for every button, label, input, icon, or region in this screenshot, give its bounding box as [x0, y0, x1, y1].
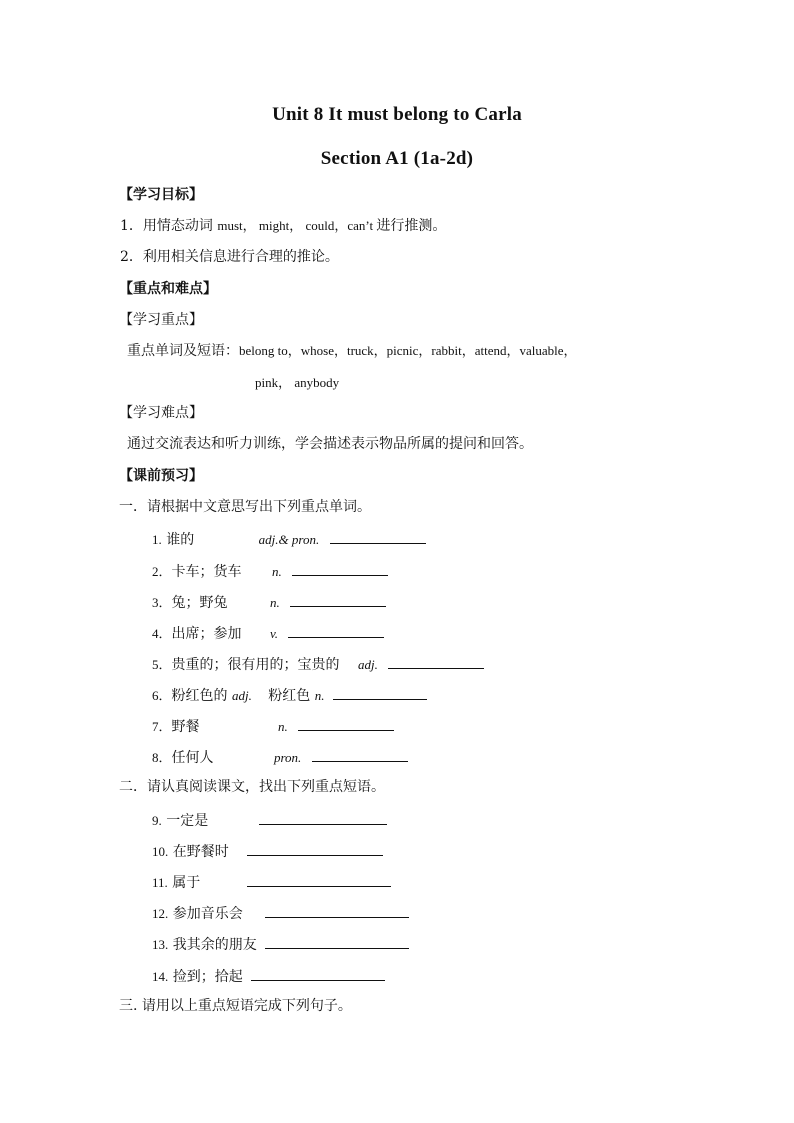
vocab-item-chinese-2: 粉红色	[268, 688, 311, 704]
vocab-item-pos-2: n.	[314, 688, 325, 703]
section-title: Section A1 (1a-2d)	[320, 148, 474, 169]
vocab-item-number: 6．	[152, 688, 172, 703]
key-difficult-heading: 【重点和难点】	[119, 281, 217, 297]
objectives-heading: 【学习目标】	[119, 187, 203, 203]
answer-blank[interactable]	[298, 716, 394, 731]
vocab-item-chinese: 兔；野兔	[171, 595, 228, 611]
answer-blank[interactable]	[290, 592, 386, 607]
phrase-item-number: 13.	[152, 937, 169, 952]
phrase-item-11	[152, 872, 391, 892]
vocab-item-chinese: 谁的	[166, 532, 195, 548]
answer-blank[interactable]	[247, 872, 391, 887]
phrase-item-13	[152, 934, 409, 954]
vocab-item-chinese: 野餐	[171, 719, 200, 735]
answer-blank[interactable]	[330, 529, 426, 544]
vocab-item-3	[152, 592, 386, 612]
objective-item-2: 2．利用相关信息进行合理的推论。	[120, 249, 339, 265]
vocab-item-pos: adj.	[231, 688, 252, 703]
vocab-item-6	[152, 685, 427, 705]
part-one-title: 一．请根据中文意思写出下列重点单词。	[119, 499, 371, 515]
difficulty-text: 通过交流表达和听力训练，学会描述表示物品所属的提问和回答。	[127, 436, 533, 452]
phrase-item-10	[152, 841, 383, 861]
vocab-item-pos: n.	[277, 719, 288, 734]
answer-blank[interactable]	[312, 747, 408, 762]
phrase-item-14	[152, 966, 385, 986]
phrase-item-chinese: 参加音乐会	[172, 906, 243, 922]
vocab-item-1	[152, 529, 426, 549]
answer-blank[interactable]	[333, 685, 427, 700]
objective-1-suffix: 进行推测。	[376, 218, 447, 234]
vocab-item-chinese: 卡车；货车	[171, 564, 242, 580]
objective-1-number: 1．	[120, 218, 143, 234]
vocab-item-5	[152, 654, 484, 674]
phrase-item-number: 12.	[152, 906, 169, 921]
difficulty-heading: 【学习难点】	[119, 405, 203, 421]
vocab-item-number: 8．	[152, 750, 172, 765]
key-vocab-label: 重点单词及短语：	[127, 343, 239, 359]
key-vocab-line-1	[127, 342, 577, 360]
phrase-item-9	[152, 810, 387, 830]
answer-blank[interactable]	[259, 810, 387, 825]
answer-blank[interactable]	[247, 841, 383, 856]
phrase-item-chinese: 我其余的朋友	[172, 937, 257, 953]
vocab-item-pos: pron.	[273, 750, 302, 765]
vocab-item-chinese: 粉红色的	[171, 688, 228, 704]
key-vocab-line-2: pink， anybody	[255, 375, 340, 390]
vocab-item-7	[152, 716, 394, 736]
vocab-item-chinese: 出席；参加	[171, 626, 242, 642]
vocab-item-chinese: 任何人	[171, 750, 214, 766]
vocab-item-pos: n.	[271, 564, 282, 579]
objective-1-modal-verbs: must， might， could，can’t	[217, 218, 377, 233]
vocab-item-number: 7．	[152, 719, 172, 734]
key-points-heading: 【学习重点】	[119, 312, 203, 328]
vocab-item-pos: adj.	[357, 657, 378, 672]
phrase-item-number: 11.	[152, 875, 168, 890]
preview-heading: 【课前预习】	[119, 468, 203, 484]
phrase-item-12	[152, 903, 409, 923]
answer-blank[interactable]	[288, 623, 384, 638]
phrase-item-number: 10.	[152, 844, 169, 859]
answer-blank[interactable]	[388, 654, 484, 669]
answer-blank[interactable]	[265, 903, 409, 918]
vocab-item-pos: v.	[269, 626, 279, 641]
vocab-item-number: 4．	[152, 626, 172, 641]
answer-blank[interactable]	[251, 966, 385, 981]
vocab-item-number: 3．	[152, 595, 172, 610]
phrase-item-number: 14.	[152, 969, 169, 984]
vocab-item-4	[152, 623, 384, 643]
vocab-item-number: 2．	[152, 564, 172, 579]
answer-blank[interactable]	[265, 934, 409, 949]
phrase-item-chinese: 在野餐时	[172, 844, 229, 860]
vocab-item-8	[152, 747, 408, 767]
vocab-item-2	[152, 561, 388, 581]
phrase-item-chinese: 一定是	[166, 813, 209, 829]
phrase-item-chinese: 捡到；拾起	[172, 969, 243, 985]
part-two-title: 二．请认真阅读课文，找出下列重点短语。	[119, 779, 385, 795]
objective-item-1	[120, 217, 446, 235]
vocab-item-chinese: 贵重的；很有用的；宝贵的	[171, 657, 340, 673]
objective-1-prefix: 用情态动词	[142, 218, 218, 234]
phrase-item-number: 9.	[152, 813, 162, 828]
unit-title: Unit 8 It must belong to Carla	[272, 104, 522, 125]
vocab-item-number: 1.	[152, 532, 162, 547]
vocab-item-number: 5．	[152, 657, 172, 672]
vocab-item-pos: n.	[269, 595, 280, 610]
part-three-title: 三. 请用以上重点短语完成下列句子。	[119, 998, 352, 1014]
answer-blank[interactable]	[292, 561, 388, 576]
key-vocab-words-1: belong to，whose，truck，picnic，rabbit，attend，valuable，	[239, 343, 577, 358]
vocab-item-pos: adj.& pron.	[258, 532, 320, 547]
phrase-item-chinese: 属于	[172, 875, 201, 891]
